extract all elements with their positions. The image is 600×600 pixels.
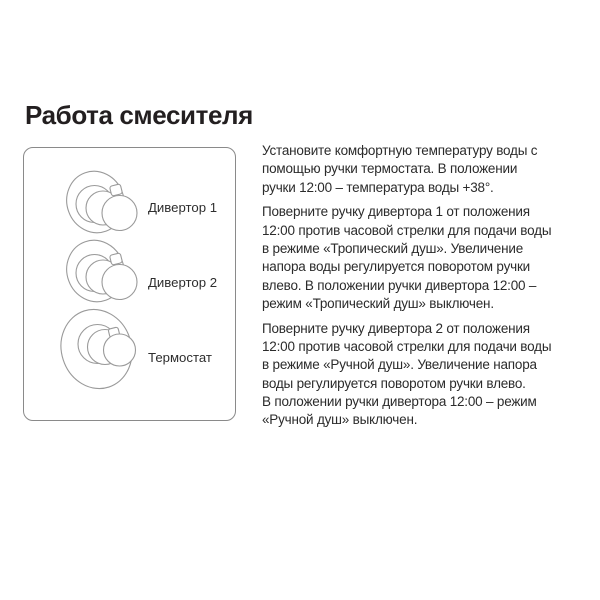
text-line: напора воды регулируется поворотом ручки [262, 259, 531, 275]
text-line: В положении ручки дивертора 12:00 – режим [262, 393, 537, 409]
knob-icon-divertor-1 [58, 163, 137, 241]
mixer-diagram-panel [23, 147, 236, 421]
text-line: Поверните ручку дивертора 1 от положения [262, 204, 530, 220]
knob-label-thermostat: Термостат [148, 349, 212, 365]
page-title: Работа смесителя [25, 100, 253, 130]
instruction-paragraph-divertor-2 [262, 320, 582, 430]
instruction-paragraph-divertor-1 [262, 203, 582, 313]
instructions-text [262, 142, 582, 436]
text-line: 12:00 против часовой стрелки для подачи воды [262, 222, 552, 238]
text-line: помощью ручки термостата. В положении [262, 161, 518, 177]
instruction-paragraph-thermostat [262, 142, 582, 197]
text-line: влево. В положении ручки дивертора 12:00 – [262, 277, 537, 293]
text-line: Поверните ручку дивертора 2 от положения [262, 320, 530, 336]
text-line: Установите комфортную температуру воды с [262, 143, 538, 158]
text-line: в режиме «Тропический душ». Увеличение [262, 240, 524, 256]
knob-icon-divertor-2 [58, 232, 137, 310]
text-line: воды регулируется поворотом ручки влево. [262, 375, 526, 391]
text-line: ручки 12:00 – температура воды +38°. [262, 179, 494, 195]
text-line: 12:00 против часовой стрелки для подачи воды [262, 338, 552, 354]
knob-icon-thermostat [51, 300, 142, 398]
knob-label-divertor-2: Дивертор 2 [148, 274, 218, 290]
text-line: режим «Тропический душ» выключен. [262, 295, 494, 311]
text-line: в режиме «Ручной душ». Увеличение напора [262, 357, 537, 373]
text-line: «Ручной душ» выключен. [262, 412, 418, 428]
knob-label-divertor-1: Дивертор 1 [148, 199, 218, 215]
